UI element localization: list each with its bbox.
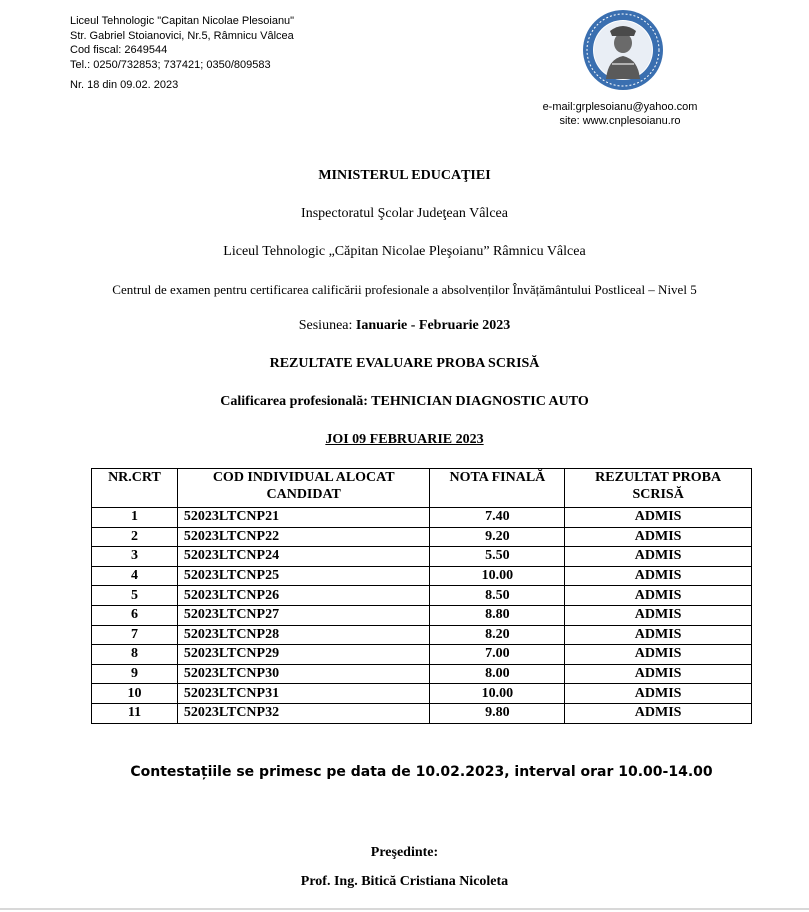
col-header-rezultat: REZULTAT PROBA SCRISĂ bbox=[565, 469, 752, 508]
cell-nr: 5 bbox=[92, 586, 178, 606]
table-row bbox=[92, 645, 752, 665]
cell-nr: 10 bbox=[92, 684, 178, 704]
cell-nr: 3 bbox=[92, 547, 178, 567]
cell-rezultat: ADMIS bbox=[565, 566, 752, 586]
col-header-nota: NOTA FINALĂ bbox=[430, 469, 565, 508]
cell-rezultat: ADMIS bbox=[565, 625, 752, 645]
col-header-nr: NR.CRT bbox=[92, 469, 178, 508]
contestation-notice: Contestațiile se primesc pe data de 10.02.2023, interval orar 10.00-14.00 bbox=[130, 764, 713, 780]
results-table bbox=[91, 468, 752, 724]
cell-rezultat: ADMIS bbox=[565, 703, 752, 723]
cell-cod: 52023LTCNP25 bbox=[177, 566, 430, 586]
cell-rezultat: ADMIS bbox=[565, 547, 752, 567]
exam-date-text: JOI 09 FEBRUARIE 2023 bbox=[325, 432, 484, 447]
cell-cod: 52023LTCNP30 bbox=[177, 664, 430, 684]
cell-rezultat: ADMIS bbox=[565, 527, 752, 547]
cell-nota: 8.50 bbox=[430, 586, 565, 606]
session-line bbox=[0, 318, 809, 334]
table-row bbox=[92, 586, 752, 606]
cell-cod: 52023LTCNP29 bbox=[177, 645, 430, 665]
contact-block bbox=[520, 100, 720, 128]
email-address: e-mail:grplesoianu@yahoo.com bbox=[542, 101, 698, 113]
page-bottom-divider bbox=[0, 908, 809, 910]
cell-rezultat: ADMIS bbox=[565, 645, 752, 665]
inspectorate-title: Inspectoratul Şcolar Judeţean Vâlcea bbox=[301, 206, 508, 221]
cell-nota: 7.00 bbox=[430, 645, 565, 665]
cell-rezultat: ADMIS bbox=[565, 684, 752, 704]
president-name: Prof. Ing. Bitică Cristiana Nicoleta bbox=[300, 874, 509, 889]
registration-number: Nr. 18 din 09.02. 2023 bbox=[70, 79, 179, 91]
cell-cod: 52023LTCNP27 bbox=[177, 605, 430, 625]
table-row bbox=[92, 664, 752, 684]
cell-nota: 5.50 bbox=[430, 547, 565, 567]
qualification-line bbox=[0, 394, 809, 410]
cell-nota: 10.00 bbox=[430, 684, 565, 704]
table-row bbox=[92, 547, 752, 567]
session-label: Sesiunea: bbox=[298, 318, 356, 333]
cell-rezultat: ADMIS bbox=[565, 586, 752, 606]
cell-cod: 52023LTCNP31 bbox=[177, 684, 430, 704]
cell-nr: 9 bbox=[92, 664, 178, 684]
cell-nota: 10.00 bbox=[430, 566, 565, 586]
school-name: Liceul Tehnologic "Capitan Nicolae Plesoianu" bbox=[70, 15, 295, 27]
cell-cod: 52023LTCNP28 bbox=[177, 625, 430, 645]
cell-nota: 8.20 bbox=[430, 625, 565, 645]
table-row bbox=[92, 703, 752, 723]
cell-nota: 7.40 bbox=[430, 508, 565, 528]
cell-nota: 8.00 bbox=[430, 664, 565, 684]
cell-cod: 52023LTCNP21 bbox=[177, 508, 430, 528]
table-row bbox=[92, 508, 752, 528]
col-header-cod: COD INDIVIDUAL ALOCAT CANDIDAT bbox=[177, 469, 430, 508]
qualification-label: Calificarea profesională: bbox=[220, 394, 372, 409]
cell-nr: 8 bbox=[92, 645, 178, 665]
school-address: Str. Gabriel Stoianovici, Nr.5, Râmnicu Vâlcea bbox=[70, 29, 294, 42]
cell-nr: 1 bbox=[92, 508, 178, 528]
website: site: www.cnplesoianu.ro bbox=[559, 115, 681, 127]
cell-cod: 52023LTCNP32 bbox=[177, 703, 430, 723]
exam-center-title: Centrul de examen pentru certificarea calificării profesionale a absolvenților Învățământului Postliceal – Nivel 5 bbox=[112, 282, 697, 297]
cell-nr: 6 bbox=[92, 605, 178, 625]
cell-cod: 52023LTCNP22 bbox=[177, 527, 430, 547]
cell-nr: 4 bbox=[92, 566, 178, 586]
cell-nr: 11 bbox=[92, 703, 178, 723]
table-header-row bbox=[92, 469, 752, 508]
table-row bbox=[92, 684, 752, 704]
school-title: Liceul Tehnologic „Căpitan Nicolae Pleşoianu” Râmnicu Vâlcea bbox=[223, 244, 586, 259]
school-seal-logo-icon bbox=[582, 9, 664, 91]
cell-nr: 7 bbox=[92, 625, 178, 645]
table-row bbox=[92, 566, 752, 586]
cell-nota: 9.80 bbox=[430, 703, 565, 723]
session-value: Ianuarie - Februarie 2023 bbox=[355, 318, 511, 333]
phone-numbers: Tel.: 0250/732853; 737421; 0350/809583 bbox=[70, 58, 271, 71]
cell-rezultat: ADMIS bbox=[565, 605, 752, 625]
cell-cod: 52023LTCNP26 bbox=[177, 586, 430, 606]
cell-nota: 9.20 bbox=[430, 527, 565, 547]
qualification-value: TEHNICIAN DIAGNOSTIC AUTO bbox=[371, 394, 589, 409]
cell-rezultat: ADMIS bbox=[565, 664, 752, 684]
table-row bbox=[92, 527, 752, 547]
results-title: REZULTATE EVALUARE PROBA SCRISĂ bbox=[269, 356, 540, 371]
cell-nr: 2 bbox=[92, 527, 178, 547]
table-row bbox=[92, 625, 752, 645]
fiscal-code: Cod fiscal: 2649544 bbox=[70, 44, 168, 56]
ministry-title: MINISTERUL EDUCAŢIEI bbox=[318, 168, 491, 183]
president-label: Preşedinte: bbox=[370, 845, 439, 860]
exam-date bbox=[0, 432, 809, 448]
cell-nota: 8.80 bbox=[430, 605, 565, 625]
table-row bbox=[92, 605, 752, 625]
cell-cod: 52023LTCNP24 bbox=[177, 547, 430, 567]
school-header-block bbox=[70, 14, 294, 93]
cell-rezultat: ADMIS bbox=[565, 508, 752, 528]
